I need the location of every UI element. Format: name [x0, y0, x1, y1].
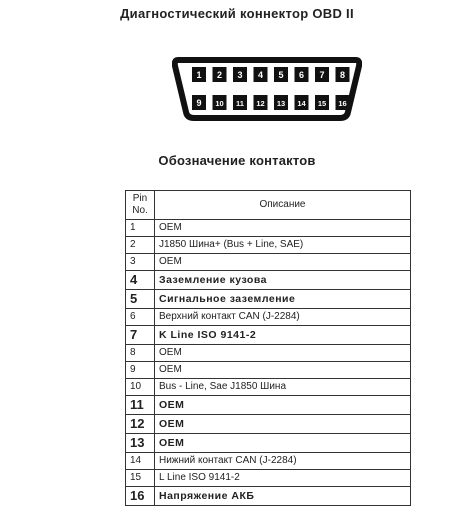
- pin-description-cell: Напряжение АКБ: [155, 487, 411, 506]
- connector-pin-label: 2: [216, 70, 223, 80]
- connector-pin: [274, 95, 288, 110]
- pin-number-cell: 4: [126, 271, 155, 290]
- obd2-connector-diagram: [172, 52, 362, 122]
- pinout-subtitle: Обозначение контактов: [158, 153, 316, 168]
- pin-number-cell: 8: [126, 345, 155, 362]
- pin-number-cell: 10: [126, 379, 155, 396]
- connector-pin-label: 12: [256, 99, 265, 108]
- connector-pin-label: 10: [215, 99, 224, 108]
- connector-pin-label: 4: [257, 70, 264, 80]
- pin-description-cell: J1850 Шина+ (Bus + Line, SAE): [155, 237, 411, 254]
- pin-number-cell: 13: [126, 434, 155, 453]
- pin-description-cell: Сигнальное заземление: [155, 290, 411, 309]
- table-row: [126, 254, 411, 271]
- connector-pin: [315, 95, 329, 110]
- pin-description-cell: OEM: [155, 434, 411, 453]
- connector-pin-label: 13: [276, 99, 286, 108]
- table-row: [126, 453, 411, 470]
- table-row: [126, 470, 411, 487]
- table-row: [126, 326, 411, 345]
- table-row: [126, 362, 411, 379]
- pinout-table-body: [126, 220, 411, 506]
- table-row: [126, 415, 411, 434]
- pin-description-cell: OEM: [155, 362, 411, 379]
- description-header: Описание: [155, 191, 411, 220]
- pin-number-cell: 6: [126, 309, 155, 326]
- pinout-table: [125, 190, 411, 506]
- connector-pin: [336, 95, 350, 110]
- pin-description-cell: OEM: [155, 396, 411, 415]
- page-title: Диагностический коннектор OBD II: [120, 6, 354, 21]
- table-row: [126, 290, 411, 309]
- pin-number-cell: 15: [126, 470, 155, 487]
- pin-number-cell: 9: [126, 362, 155, 379]
- pin-header-line1: Pin: [132, 193, 148, 204]
- connector-pin-label: 9: [196, 98, 202, 108]
- connector-pin: [315, 67, 329, 82]
- pin-description-cell: OEM: [155, 254, 411, 271]
- pin-number-cell: 12: [126, 415, 155, 434]
- connector-pin: [213, 67, 227, 82]
- table-row: [126, 220, 411, 237]
- pin-number-cell: 14: [126, 453, 155, 470]
- connector-pin: [274, 67, 288, 82]
- pin-header-line2: No.: [132, 205, 148, 216]
- pin-number-cell: 11: [126, 396, 155, 415]
- table-row: [126, 396, 411, 415]
- connector-pin-label: 3: [237, 70, 243, 80]
- pin-number-cell: 1: [126, 220, 155, 237]
- connector-pin-label: 16: [338, 99, 347, 108]
- table-row: [126, 345, 411, 362]
- connector-pin: [192, 95, 206, 110]
- pin-description-cell: K Line ISO 9141-2: [155, 326, 411, 345]
- pin-description-cell: Нижний контакт CAN (J-2284): [155, 453, 411, 470]
- pin-description-cell: OEM: [155, 415, 411, 434]
- pin-number-cell: 16: [126, 487, 155, 506]
- connector-pin-label: 6: [298, 70, 305, 80]
- connector-pin-label: 11: [236, 99, 244, 108]
- pin-number-cell: 5: [126, 290, 155, 309]
- pin-description-cell: OEM: [155, 220, 411, 237]
- connector-pin: [254, 67, 268, 82]
- table-row: [126, 434, 411, 453]
- table-row: [126, 271, 411, 290]
- connector-pin-label: 7: [319, 70, 325, 80]
- pin-description-cell: Bus - Line, Sae J1850 Шина: [155, 379, 411, 396]
- connector-pin: [192, 67, 206, 82]
- connector-pin-label: 1: [196, 70, 202, 80]
- connector-pin-label: 15: [317, 99, 327, 108]
- table-row: [126, 379, 411, 396]
- connector-pin: [233, 95, 247, 110]
- pin-description-cell: Верхний контакт CAN (J-2284): [155, 309, 411, 326]
- connector-pin-label: 14: [297, 99, 306, 108]
- connector-pin: [295, 67, 309, 82]
- connector-pin: [254, 95, 268, 110]
- pin-description-cell: OEM: [155, 345, 411, 362]
- pin-number-cell: 3: [126, 254, 155, 271]
- connector-pin: [213, 95, 227, 110]
- connector-pin-label: 5: [278, 70, 284, 80]
- pin-number-cell: 2: [126, 237, 155, 254]
- pin-number-cell: 7: [126, 326, 155, 345]
- table-header-row: [126, 191, 411, 220]
- pin-description-cell: Заземление кузова: [155, 271, 411, 290]
- connector-pin: [233, 67, 247, 82]
- pin-description-cell: L Line ISO 9141-2: [155, 470, 411, 487]
- table-row: [126, 487, 411, 506]
- table-row: [126, 237, 411, 254]
- connector-pin: [295, 95, 309, 110]
- connector-pin: [336, 67, 350, 82]
- pin-number-header: [126, 191, 155, 220]
- table-row: [126, 309, 411, 326]
- connector-pin-label: 8: [339, 70, 346, 80]
